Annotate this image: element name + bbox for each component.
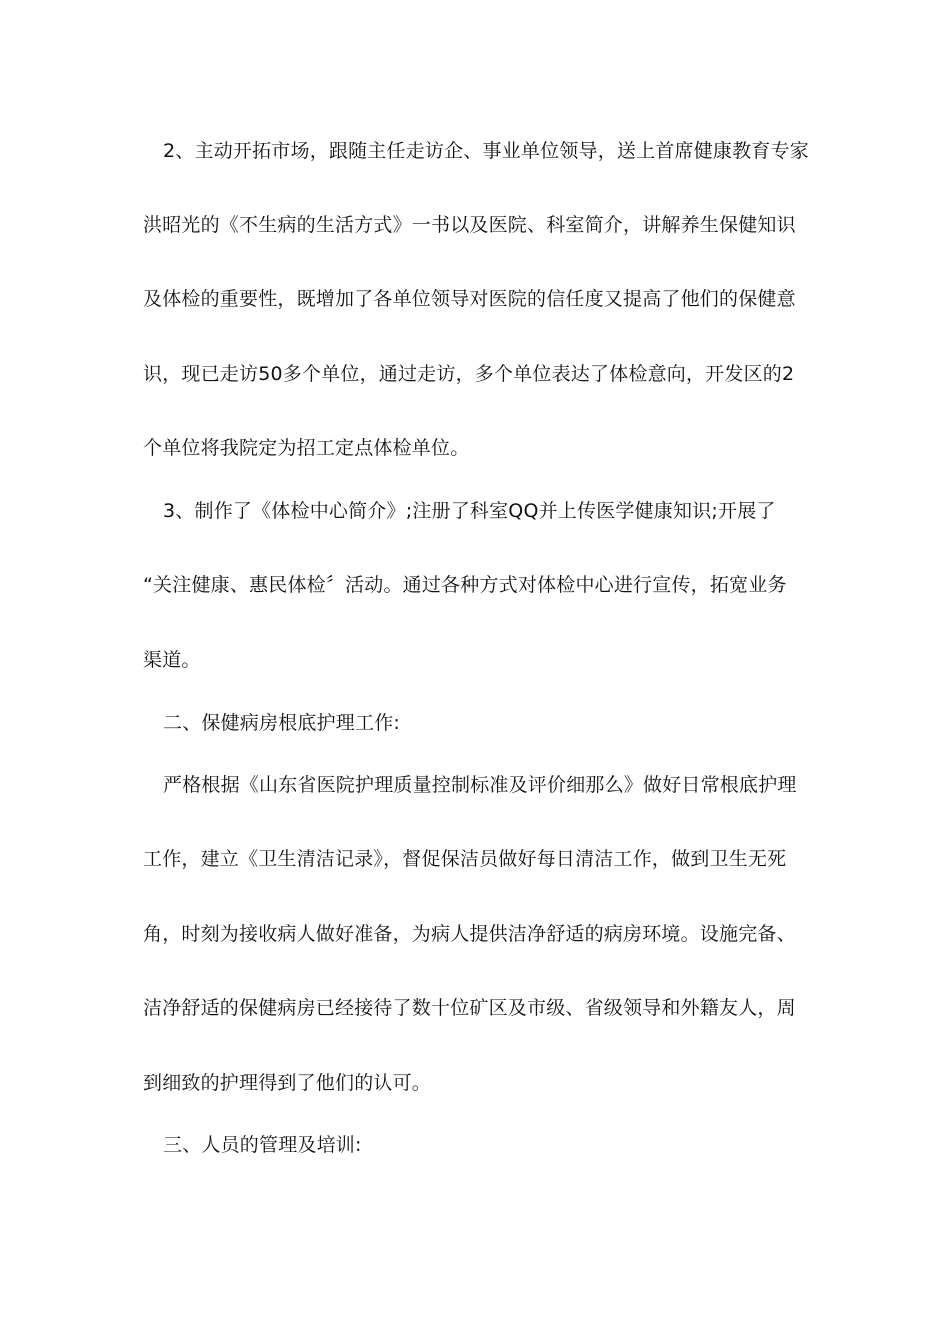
paragraph-line: 及体检的重要性，既增加了各单位领导对医院的信任度又提高了他们的保健意	[143, 288, 796, 310]
paragraph-line: 识，现已走访50多个单位，通过走访，多个单位表达了体检意向，开发区的2	[143, 363, 795, 385]
paragraph-line: 个单位将我院定为招工定点体检单位。	[143, 437, 470, 459]
paragraph-line: 工作，建立《卫生清洁记录》，督促保洁员做好每日清洁工作，做到卫生无死	[143, 848, 787, 870]
paragraph-line: 洪昭光的《不生病的生活方式》一书以及医院、科室简介，讲解养生保健知识	[143, 214, 796, 236]
paragraph-line: 洁净舒适的保健病房已经接待了数十位矿区及市级、省级领导和外籍友人，周	[143, 997, 796, 1019]
paragraph-line: 2、主动开拓市场，跟随主任走访企、事业单位领导，送上首席健康教育专家	[163, 140, 809, 162]
paragraph-line: 到细致的护理得到了他们的认可。	[143, 1072, 432, 1094]
section-heading: 二、保健病房根底护理工作:	[163, 712, 401, 734]
paragraph-line: 渠道。	[143, 649, 201, 671]
paragraph-line: 严格根据《山东省医院护理质量控制标准及评价细那么》做好日常根底护理	[163, 774, 797, 796]
section-heading: 三、人员的管理及培训:	[163, 1134, 362, 1156]
paragraph-line: 3、制作了《体检中心简介》;注册了科室QQ并上传医学健康知识;开展了	[163, 500, 776, 522]
paragraph-line: 角，时刻为接收病人做好准备，为病人提供洁净舒适的病房环境。设施完备、	[143, 923, 796, 945]
paragraph-line: “关注健康、惠民体检〞活动。通过各种方式对体检中心进行宣传，拓宽业务	[143, 574, 787, 596]
